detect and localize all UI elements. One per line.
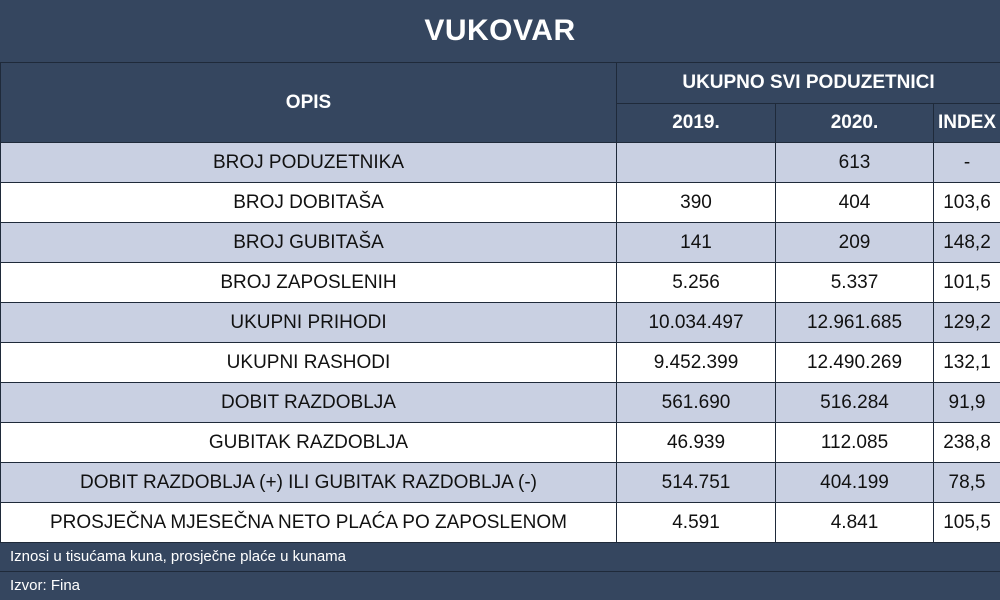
value-index: 238,8	[934, 423, 1000, 463]
value-2019: 561.690	[617, 383, 776, 423]
value-index: 129,2	[934, 303, 1000, 343]
header-index: INDEX	[934, 104, 1000, 143]
value-2020: 4.841	[776, 503, 934, 543]
value-2019: 9.452.399	[617, 343, 776, 383]
header-2019: 2019.	[617, 104, 776, 143]
value-index: 91,9	[934, 383, 1000, 423]
value-2019: 4.591	[617, 503, 776, 543]
row-label: BROJ PODUZETNIKA	[1, 143, 617, 183]
value-2020: 613	[776, 143, 934, 183]
value-2019: 5.256	[617, 263, 776, 303]
value-2020: 12.490.269	[776, 343, 934, 383]
row-label: PROSJEČNA MJESEČNA NETO PLAĆA PO ZAPOSLENOM	[1, 503, 617, 543]
table-row	[1, 303, 1000, 343]
value-index: -	[934, 143, 1000, 183]
value-2020: 404.199	[776, 463, 934, 503]
header-opis: OPIS	[1, 63, 617, 143]
value-2020: 404	[776, 183, 934, 223]
table-row	[1, 423, 1000, 463]
value-2019: 390	[617, 183, 776, 223]
value-2020: 12.961.685	[776, 303, 934, 343]
table-row	[1, 263, 1000, 303]
value-2020: 112.085	[776, 423, 934, 463]
value-index: 132,1	[934, 343, 1000, 383]
value-2020: 209	[776, 223, 934, 263]
value-index: 105,5	[934, 503, 1000, 543]
value-index: 103,6	[934, 183, 1000, 223]
table-row	[1, 463, 1000, 503]
value-2020: 5.337	[776, 263, 934, 303]
footer-note: Iznosi u tisućama kuna, prosječne plaće u kunama	[0, 542, 1000, 570]
table-row	[1, 503, 1000, 543]
value-2019	[617, 143, 776, 183]
table-row	[1, 223, 1000, 263]
row-label: BROJ DOBITAŠA	[1, 183, 617, 223]
value-2019: 514.751	[617, 463, 776, 503]
row-label: GUBITAK RAZDOBLJA	[1, 423, 617, 463]
value-2020: 516.284	[776, 383, 934, 423]
row-label: BROJ GUBITAŠA	[1, 223, 617, 263]
row-label: UKUPNI PRIHODI	[1, 303, 617, 343]
value-index: 78,5	[934, 463, 1000, 503]
table-row	[1, 343, 1000, 383]
row-label: BROJ ZAPOSLENIH	[1, 263, 617, 303]
header-2020: 2020.	[776, 104, 934, 143]
table-row	[1, 183, 1000, 223]
value-index: 101,5	[934, 263, 1000, 303]
table-title: VUKOVAR	[0, 0, 1000, 62]
table-row	[1, 383, 1000, 423]
row-label: DOBIT RAZDOBLJA (+) ILI GUBITAK RAZDOBLJA (-)	[1, 463, 617, 503]
data-table	[0, 62, 1000, 543]
value-index: 148,2	[934, 223, 1000, 263]
value-2019: 10.034.497	[617, 303, 776, 343]
table-row	[1, 143, 1000, 183]
row-label: UKUPNI RASHODI	[1, 343, 617, 383]
value-2019: 141	[617, 223, 776, 263]
footer-source: Izvor: Fina	[0, 571, 1000, 599]
row-label: DOBIT RAZDOBLJA	[1, 383, 617, 423]
value-2019: 46.939	[617, 423, 776, 463]
header-group: UKUPNO SVI PODUZETNICI	[617, 63, 1000, 104]
